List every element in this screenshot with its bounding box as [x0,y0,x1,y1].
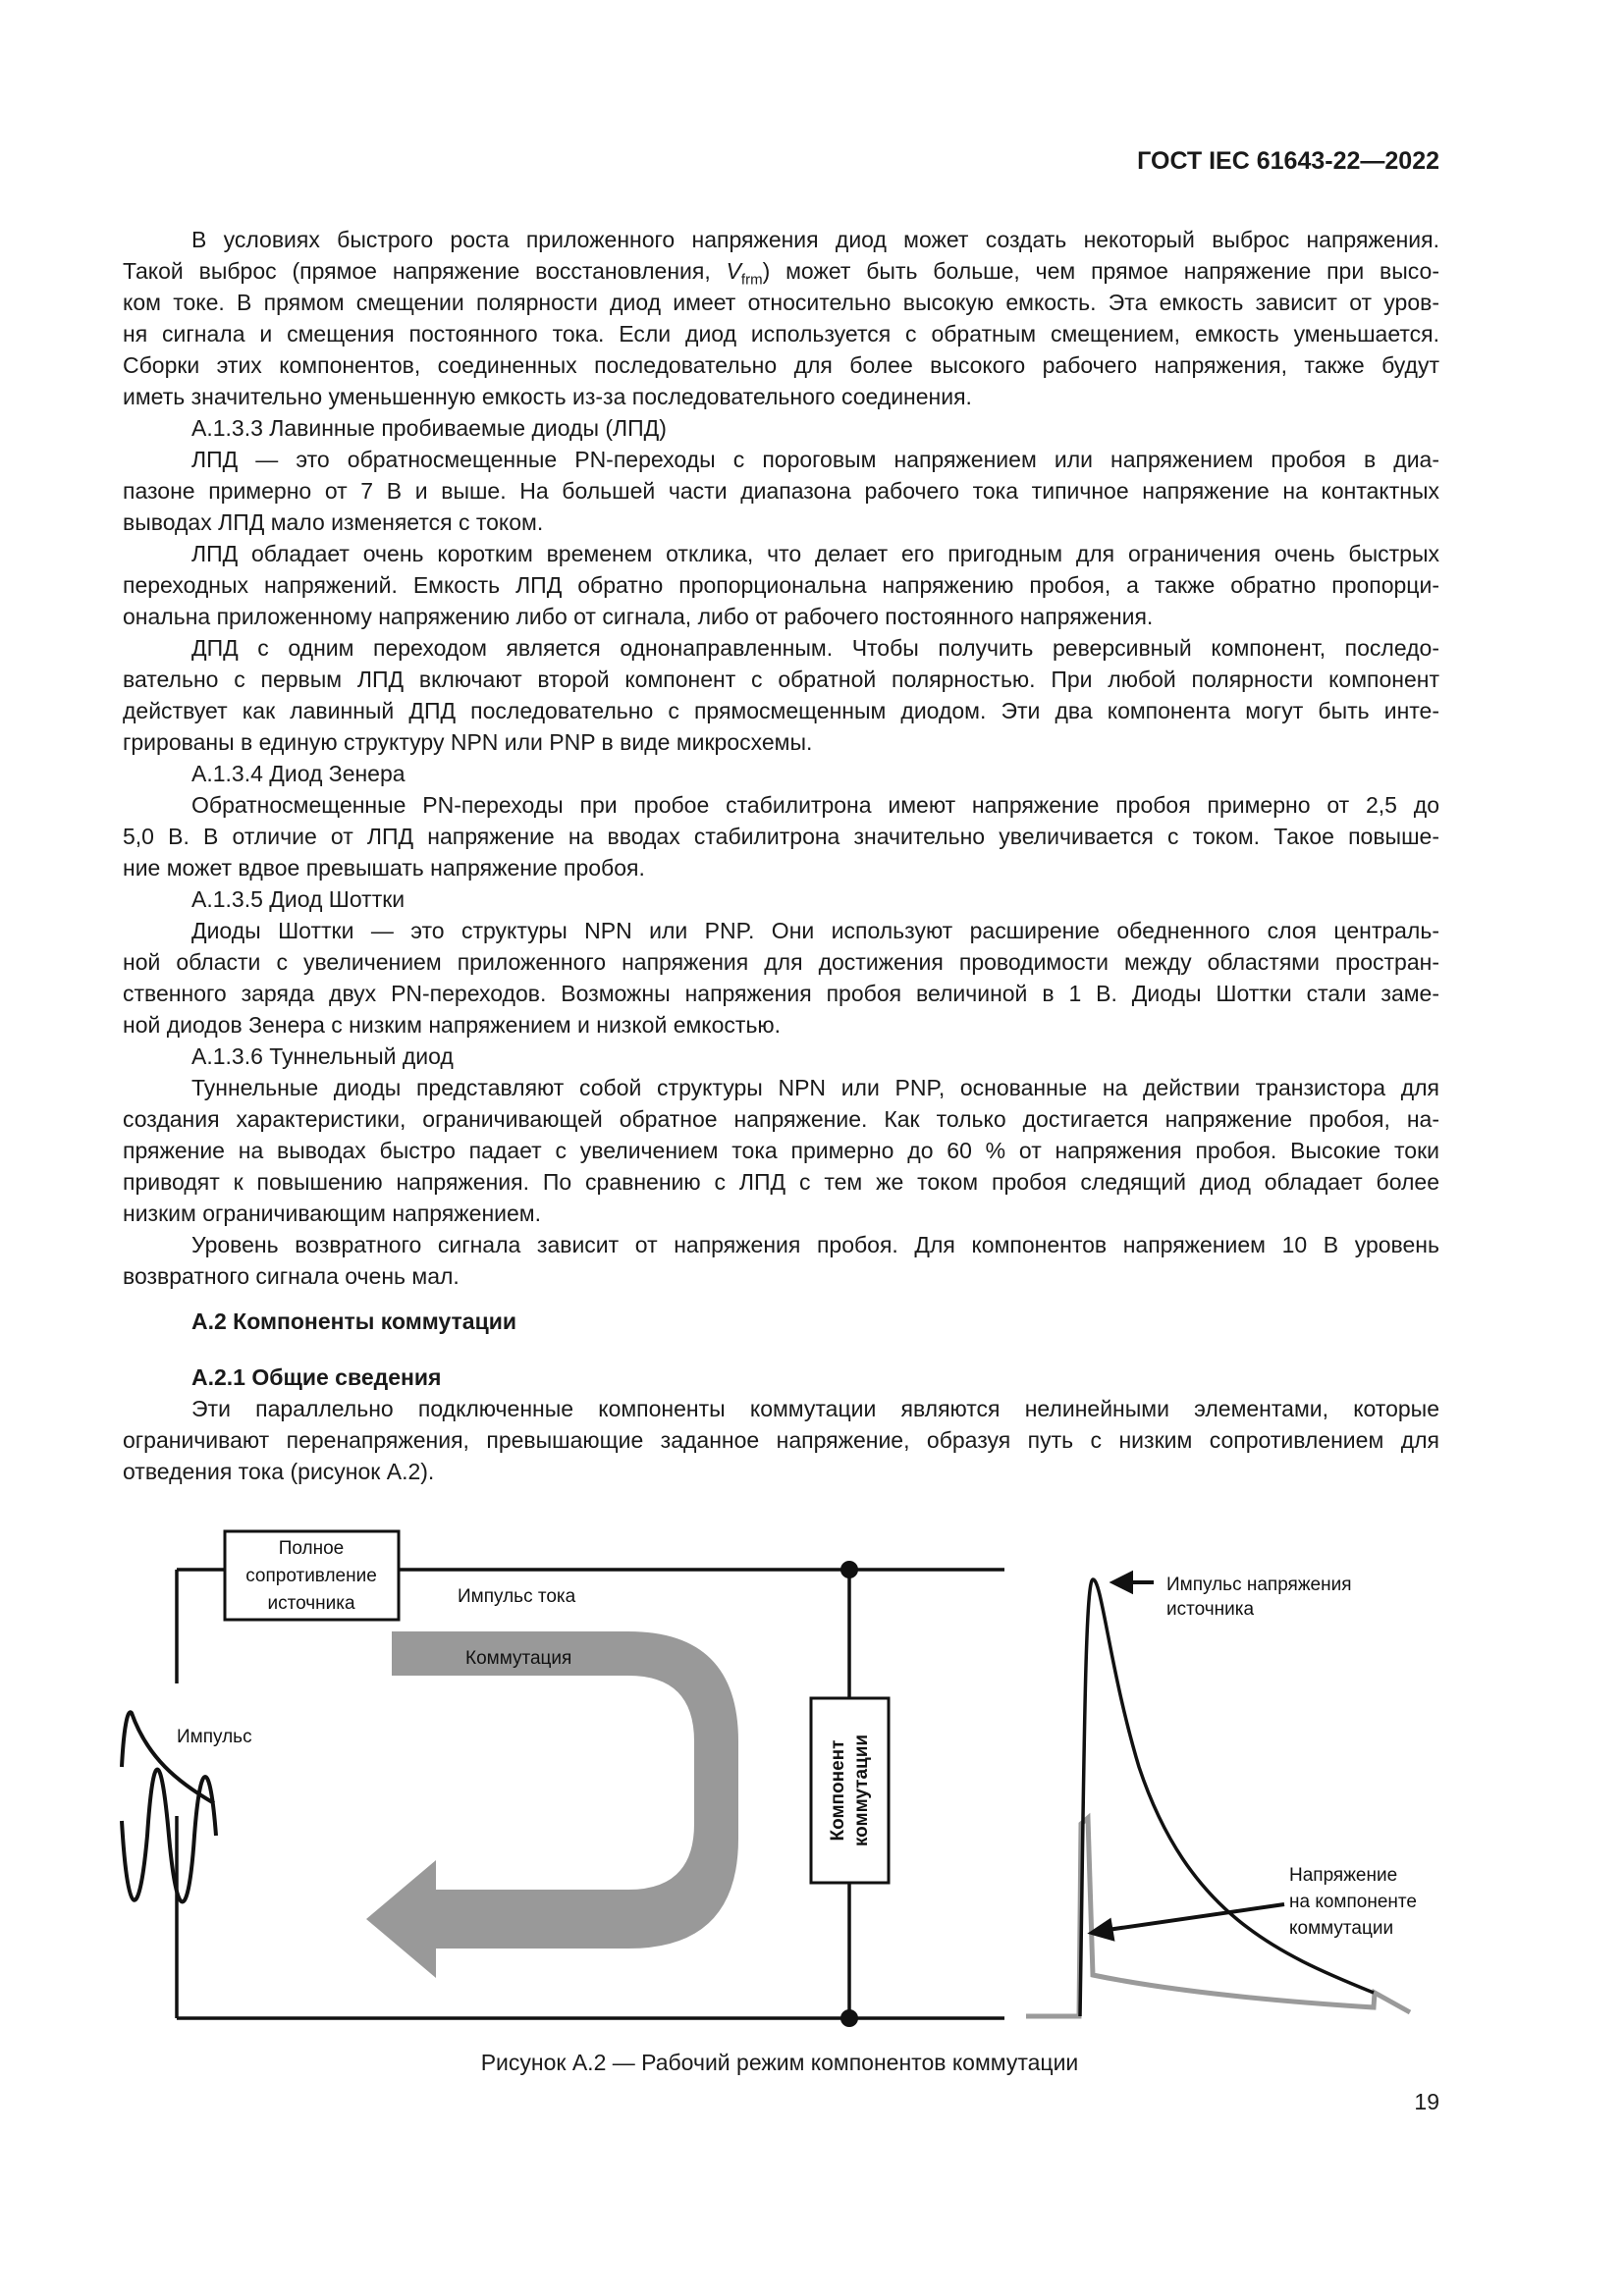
paragraph-line: ональна приложенному напряжению либо от сигнала, либо от рабочего постоянного напряжения. [123,604,1154,629]
paragraph-line: Сборки этих компонентов, соединенных последовательно для более высокого рабочего напряжения, также будут [123,352,1439,378]
source-box-line2: сопротивление [245,1566,377,1586]
subsection-heading: А.1.3.6 Туннельный диод [191,1043,454,1069]
component-voltage-label-line2: на компоненте [1289,1892,1417,1912]
switching-label: Коммутация [465,1648,572,1669]
subscript: frm [740,271,763,289]
paragraph-line: ня сигнала и смещения постоянного тока. Если диод используется с обратным смещением, емкость уменьшается. [123,321,1439,347]
source-voltage-arrow [1113,1574,1154,1591]
switching-component-box [811,1698,889,1883]
paragraph-line: ние может вдвое превышать напряжение пробоя. [123,855,645,881]
paragraph-line: пазоне примерно от 7 В и выше. На большей части диапазона рабочего тока типичное напряжение на контактных [123,478,1439,504]
source-voltage-label-line2: источника [1166,1599,1255,1620]
section-heading: А.2.1 Общие сведения [191,1364,442,1390]
paragraph-line: ной диодов Зенера с низким напряжением и низкой емкостью. [123,1012,782,1038]
paragraph-line: Обратносмещенные PN-переходы при пробое стабилитрона имеют напряжение пробоя примерно от 2,5 до [191,792,1439,818]
source-box-line3: источника [267,1593,355,1614]
component-voltage-label-line3: коммутации [1289,1918,1394,1939]
document-header: ГОСТ IEC 61643-22—2022 [1137,147,1439,175]
component-label-line2: коммутации [851,1734,872,1847]
node-top [840,1561,858,1578]
component-label-line1: Компонент [828,1739,848,1842]
source-box-line1: Полное [278,1538,345,1559]
paragraph-line: ной области с увеличением приложенного напряжения для достижения проводимости между областями простран- [123,949,1439,975]
section-heading: А.2 Компоненты коммутации [191,1308,517,1334]
paragraph-line: ком токе. В прямом смещении полярности диод имеет относительно высокую емкость. Эта емкость зависит от уров- [123,290,1439,315]
node-bottom [840,2009,858,2027]
paragraph-line: действует как лавинный ДПД последовательно с прямосмещенным диодом. Эти два компонента могут быть инте- [123,698,1439,723]
paragraph-line: отведения тока (рисунок А.2). [123,1459,435,1484]
paragraph-line: ДПД с одним переходом является однонаправленным. Чтобы получить реверсивный компонент, последо- [191,635,1439,661]
paragraph-line: пряжение на выводах быстро падает с увеличением тока примерно до 60 % от напряжения пробоя. Высокие токи [123,1138,1439,1163]
subsection-heading: А.1.3.5 Диод Шоттки [191,886,406,912]
subsection-heading: А.1.3.4 Диод Зенера [191,761,406,786]
paragraph-line: Туннельные диоды представляют собой структуры NPN или PNP, основанные на действии транзистора для [191,1075,1439,1100]
paragraph-line: переходных напряжений. Емкость ЛПД обратно пропорциональна напряжению пробоя, а также обратно пропорци- [123,572,1439,598]
paragraph-line: иметь значительно уменьшенную емкость из-за последовательного соединения. [123,384,972,409]
current-pulse-label: Импульс тока [458,1586,576,1607]
page-number: 19 [1414,2089,1439,2114]
source-voltage-curve [1080,1579,1374,2016]
paragraph-line: Эти параллельно подключенные компоненты коммутации являются нелинейными элементами, которые [191,1396,1439,1421]
component-voltage-label-line1: Напряжение [1289,1865,1398,1886]
paragraph-line: низким ограничивающим напряжением. [123,1201,541,1226]
figure-caption: Рисунок А.2 — Рабочий режим компонентов коммутации [480,2050,1079,2075]
paragraph-line: ЛПД — это обратносмещенные PN-переходы с пороговым напряжением или напряжением пробоя в диа- [191,447,1439,472]
pulse-label: Импульс [177,1727,252,1747]
paragraph-line: Уровень возвратного сигнала зависит от напряжения пробоя. Для компонентов напряжением 10 В уровень [191,1232,1439,1257]
variable: V [726,258,741,284]
text-segment: Такой выброс (прямое напряжение восстановления, [123,258,727,284]
paragraph-line: ственного заряда двух PN-переходов. Возможны напряжения пробоя величиной в 1 В. Диоды Шоттки стали заме- [123,981,1439,1006]
paragraph-line: грированы в единую структуру NPN или PNP в виде микросхемы. [123,729,813,755]
paragraph-line: Диоды Шоттки — это структуры NPN или PNP. Они используют расширение обедненного слоя централь- [191,918,1439,943]
paragraph-line: ЛПД обладает очень коротким временем отклика, что делает его пригодным для ограничения очень быстрых [191,541,1439,566]
switching-arrow [366,1631,738,1978]
paragraph-line: 5,0 В. В отличие от ЛПД напряжение на вводах стабилитрона значительно увеличивается с током. Такое повыше- [123,824,1439,849]
text-segment: ) может быть больше, чем прямое напряжение при высо- [762,258,1439,284]
paragraph-line: ограничивают перенапряжения, превышающие заданное напряжение, образуя путь с низким сопротивлением для [123,1427,1439,1453]
paragraph-line: создания характеристики, ограничивающей обратное напряжение. Как только достигается напряжение пробоя, на- [123,1106,1439,1132]
source-voltage-label-line1: Импульс напряжения [1166,1575,1352,1595]
paragraph-line: возвратного сигнала очень мал. [123,1263,460,1289]
subsection-heading: А.1.3.3 Лавинные пробиваемые диоды (ЛПД) [191,415,667,441]
paragraph-line: В условиях быстрого роста приложенного напряжения диод может создать некоторый выброс напряжения. [191,227,1439,252]
paragraph-line: приводят к повышению напряжения. По сравнению с ЛПД с тем же током пробоя следящий диод обладает более [123,1169,1439,1195]
paragraph-line: выводах ЛПД мало изменяется с током. [123,509,544,535]
paragraph-line: вательно с первым ЛПД включают второй компонент с обратной полярностью. При любой полярности компонент [123,667,1439,692]
